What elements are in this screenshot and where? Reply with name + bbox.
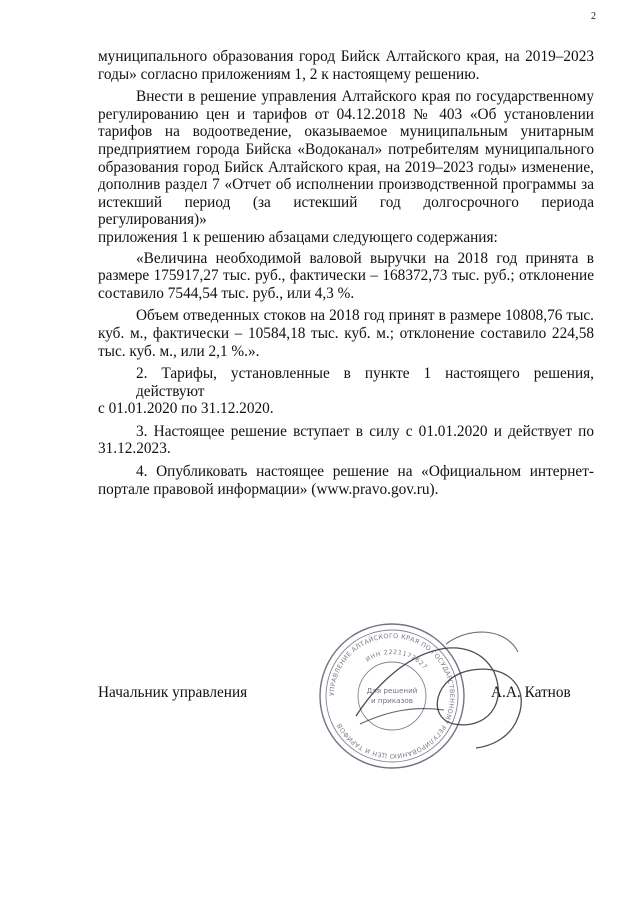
text-line: 3. Настоящее решение вступает в силу с 01.01.2020 и действует по (136, 422, 594, 440)
text-line: регулированию цен и тарифов от 04.12.2018 № 403 «Об установлении (98, 105, 594, 123)
text-line: 2. Тарифы, установленные в пункте 1 настоящего решения, действуют (136, 365, 594, 400)
svg-text:ИНН 2221177627 (365, 649, 429, 671)
text-line: Внести в решение управления Алтайского края по государственному (136, 88, 594, 106)
text-line: 4. Опубликовать настоящее решение на «Официальном интернет- (136, 463, 594, 481)
text-line: 31.12.2023. (98, 440, 171, 458)
text-line: тарифов на водоотведение, оказываемое муниципальным унитарным (98, 123, 594, 141)
signature-name: А.А. Катнов (491, 684, 571, 701)
text-line: муниципального образования город Бийск Алтайского края, на 2019–2023 (98, 48, 594, 65)
signature-flourish (446, 632, 518, 652)
signature-title: Начальник управления (98, 684, 248, 701)
text-line: с 01.01.2020 по 31.12.2020. (98, 400, 274, 418)
text-line: куб. м., фактически – 10584,18 тыс. куб. м.; отклонение составило 224,58 (98, 324, 594, 342)
text-line: тыс. куб. м., или 2,1 %.». (98, 342, 260, 360)
text-line: образования город Бийск Алтайского края, на 2019–2023 годы» изменение, (98, 158, 594, 176)
text-line: «Величина необходимой валовой выручки на 2018 год принята в (136, 249, 594, 267)
text-line: приложения 1 к решению абзацами следующего содержания: (98, 228, 498, 246)
text-line: годы» согласно приложениям 1, 2 к настоящему решению. (98, 65, 480, 83)
official-stamp (296, 612, 556, 780)
text-line: дополнив раздел 7 «Отчет об исполнении производственной программы за (98, 176, 594, 194)
stamp-inner-text: ИНН 2221177627 (364, 648, 429, 671)
text-line: размере 175917,27 тыс. руб., фактически – 168372,73 тыс. руб.; отклонение (98, 267, 594, 285)
text-line: предприятием города Бийска «Водоканал» потребителям муниципального (98, 140, 594, 158)
text-line: составило 7544,54 тыс. руб., или 4,3 %. (98, 284, 355, 302)
signature-tail (360, 709, 444, 724)
document-body (98, 48, 594, 498)
stamp-center-line-1: Для решений (366, 686, 418, 695)
text-line: портале правовой информации» (www.pravo.gov.ru). (98, 480, 439, 498)
page-number: 2 (591, 11, 596, 22)
text-line: Объем отведенных стоков на 2018 год принят в размере 10808,76 тыс. (136, 307, 594, 325)
stamp-center-line-2: и приказов (370, 696, 414, 705)
text-line: истекший период (за истекший год долгосрочного периода регулирования)» (98, 193, 594, 229)
stamp-ring-text: УПРАВЛЕНИЕ АЛТАЙСКОГО КРАЯ ПО ГОСУДАРСТВЕННОМУ РЕГУЛИРОВАНИЮ ЦЕН И ТАРИФОВ (327, 631, 457, 761)
